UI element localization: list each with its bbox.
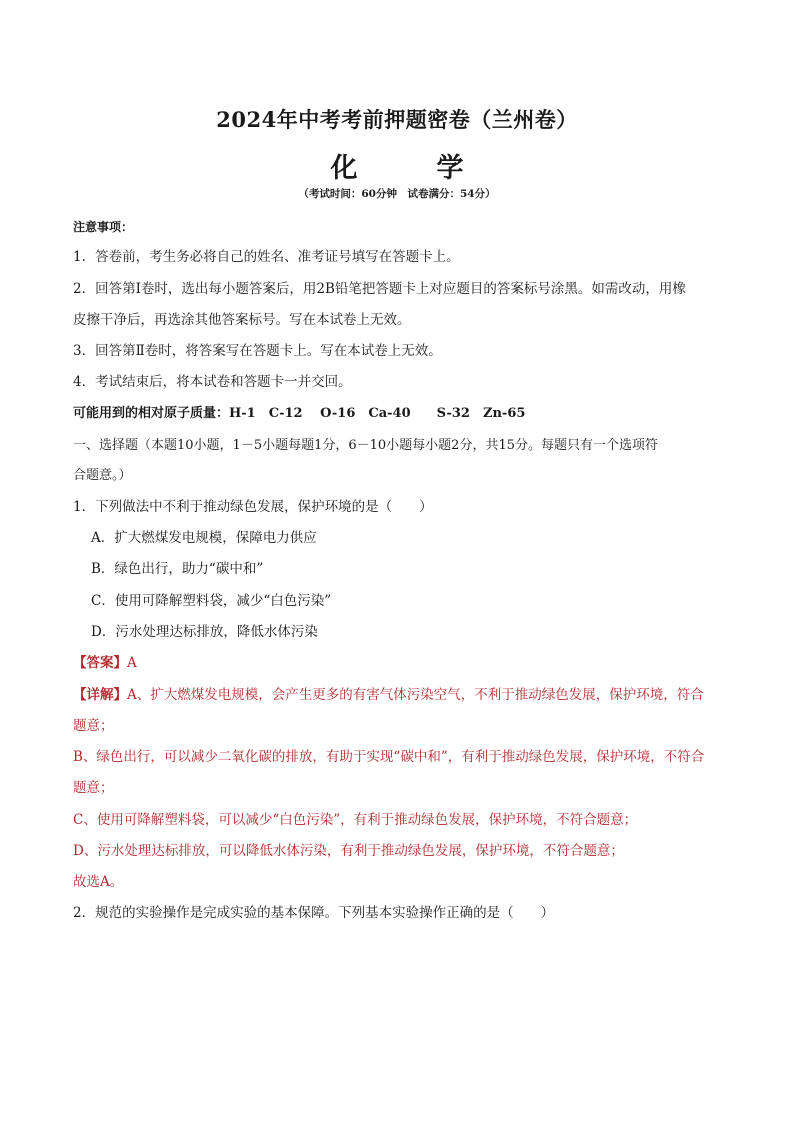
q1-answer [73,654,733,673]
explain-tag: 【详解】 [73,687,127,703]
explain-text-a: A、扩大燃煤发电规模，会产生更多的有害气体污染空气，不利于推动绿色发展，保护环境，符合 [127,687,704,703]
q1-explain-line-4: 题意； [73,780,114,796]
exam-title: 2024年中考考前押题密卷（兰州卷） [216,107,578,132]
q1-conclusion: 故选A。 [73,874,124,890]
subject-title: 化 学 [330,153,490,184]
notes-heading: 注意事项： [73,220,134,234]
note-item-2: 2．回答第Ⅰ卷时，选出每小题答案后，用2B铅笔把答题卡上对应题目的答案标号涂黑。如需改动，用橡 [73,281,686,297]
note-item-2-cont: 皮擦干净后，再选涂其他答案标号。写在本试卷上无效。 [73,312,411,328]
section-heading-cont: 合题意。） [73,468,132,483]
q1-explain-line-2: 题意； [73,718,114,734]
q1-option-d: D．污水处理达标排放，降低水体污染 [91,624,318,640]
note-item-3: 3．回答第Ⅱ卷时，将答案写在答题卡上。写在本试卷上无效。 [73,343,442,359]
q1-explain-line-5: C、使用可降解塑料袋，可以减少“白色污染”，有利于推动绿色发展，保护环境，不符合题意； [73,812,638,828]
q1-explain-line-3: B、绿色出行，可以减少二氧化碳的排放，有助于实现“碳中和”，有利于推动绿色发展，保护环境，不符合 [73,749,705,765]
note-item-4: 4．考试结束后，将本试卷和答题卡一并交回。 [73,374,352,390]
question-2-stem: 2．规范的实验操作是完成实验的基本保障。下列基本实验操作正确的是（ ） [73,905,555,921]
answer-tag: 【答案】 [73,655,127,671]
answer-value: A [127,655,137,671]
q1-explain-line-6: D、污水处理达标排放，可以降低水体污染，有利于推动绿色发展，保护环境，不符合题意； [73,843,624,859]
exam-info: （考试时间：60分钟 试卷满分：54分） [298,188,496,200]
note-item-1: 1．答卷前，考生务必将自己的姓名、准考证号填写在答题卡上。 [73,249,460,265]
q1-option-b: B．绿色出行，助力“碳中和” [91,561,264,577]
question-1-stem: 1．下列做法中不利于推动绿色发展，保护环境的是（ ） [73,499,433,515]
q1-option-c: C．使用可降解塑料袋，减少“白色污染” [91,593,332,609]
q1-explain-line-1 [73,686,733,705]
section-heading: 一、选择题（本题10小题，1－5小题每题1分，6－10小题每小题2分，共15分。每题只有一个选项符 [73,438,658,453]
q1-option-a: A．扩大燃煤发电规模，保障电力供应 [91,530,317,546]
atomic-masses: 可能用到的相对原子质量：H-1 C-12 O-16 Ca-40 S-32 Zn-65 [73,406,526,421]
